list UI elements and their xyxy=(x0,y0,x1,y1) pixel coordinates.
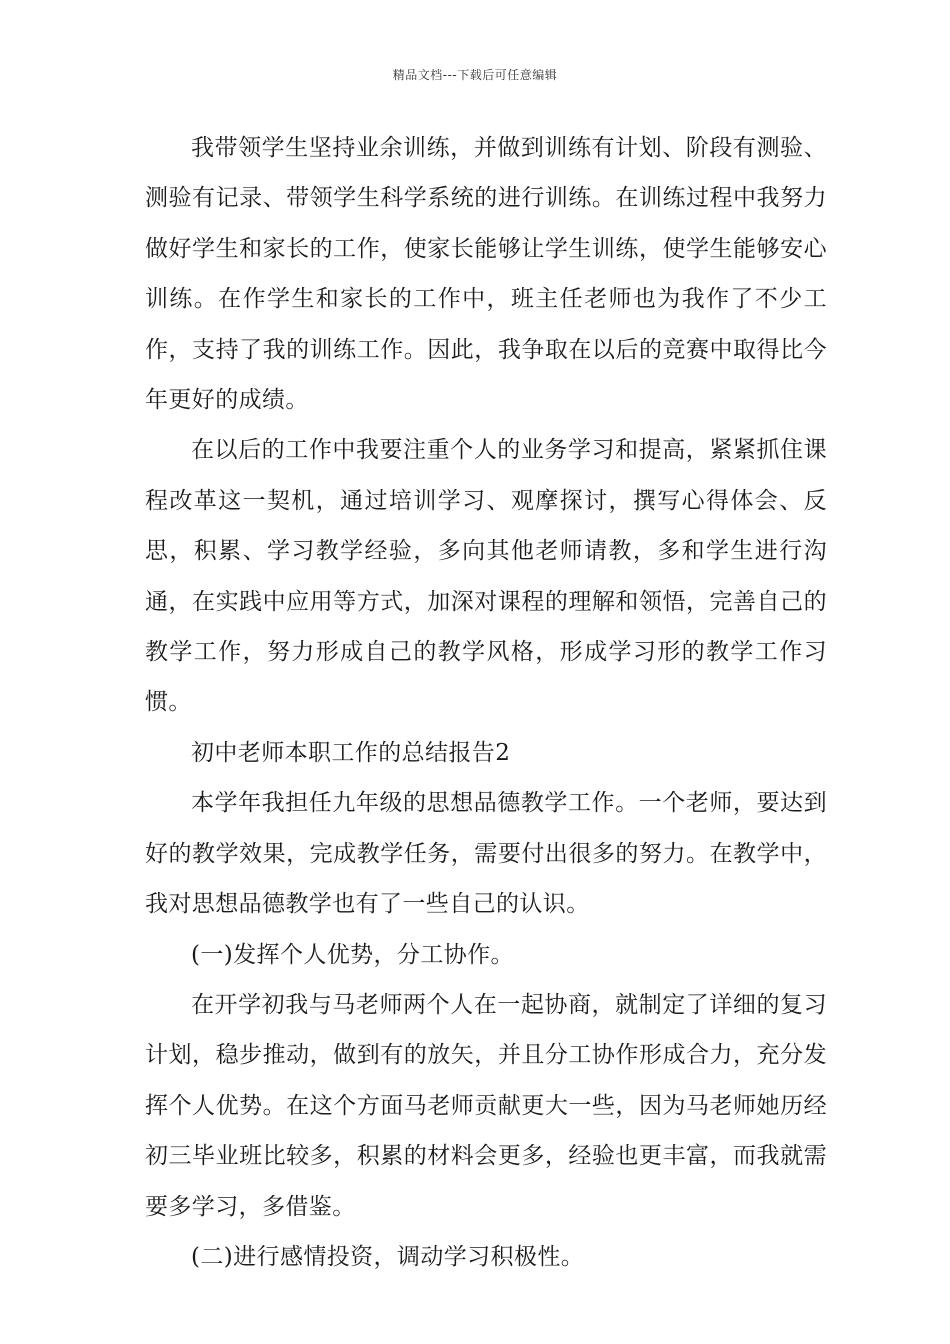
paragraph-future-work: 在以后的工作中我要注重个人的业务学习和提高，紧紧抓住课程改革这一契机，通过培训学习、观摩探讨，撰写心得体会、反思，积累、学习教学经验，多向其他老师请教，多和学生进行沟通，在实践中应用等方式，加深对课程的理解和领悟，完善自己的教学工作，努力形成自己的教学风格，形成学习形的教学工作习惯。 xyxy=(145,437,827,716)
section-title-report-2: 初中老师本职工作的总结报告2 xyxy=(191,739,511,766)
document-body xyxy=(145,123,827,1282)
paragraph-intro: 本学年我担任九年级的思想品德教学工作。一个老师，要达到好的教学效果，完成教学任务，需要付出很多的努力。在教学中，我对思想品德教学也有了一些自己的认识。 xyxy=(145,790,827,918)
paragraph-cooperation: 在开学初我与马老师两个人在一起协商，就制定了详细的复习计划，稳步推动，做到有的放矢，并且分工协作形成合力，充分发挥个人优势。在这个方面马老师贡献更大一些，因为马老师她历经初三毕业班比较多，积累的材料会更多，经验也更丰富，而我就需要多学习，多借鉴。 xyxy=(145,991,827,1220)
subheading-1: (一)发挥个人优势，分工协作。 xyxy=(191,941,514,968)
page-header: 精品文档---下载后可任意编辑 xyxy=(392,68,558,82)
paragraph-training: 我带领学生坚持业余训练，并做到训练有计划、阶段有测验、测验有记录、带领学生科学系统的进行训练。在训练过程中我努力做好学生和家长的工作，使家长能够让学生训练，使学生能够安心训练。在作学生和家长的工作中，班主任老师也为我作了不少工作，支持了我的训练工作。因此，我争取在以后的竞赛中取得比今年更好的成绩。 xyxy=(145,135,827,414)
subheading-2: (二)进行感情投资，调动学习积极性。 xyxy=(191,1243,585,1270)
